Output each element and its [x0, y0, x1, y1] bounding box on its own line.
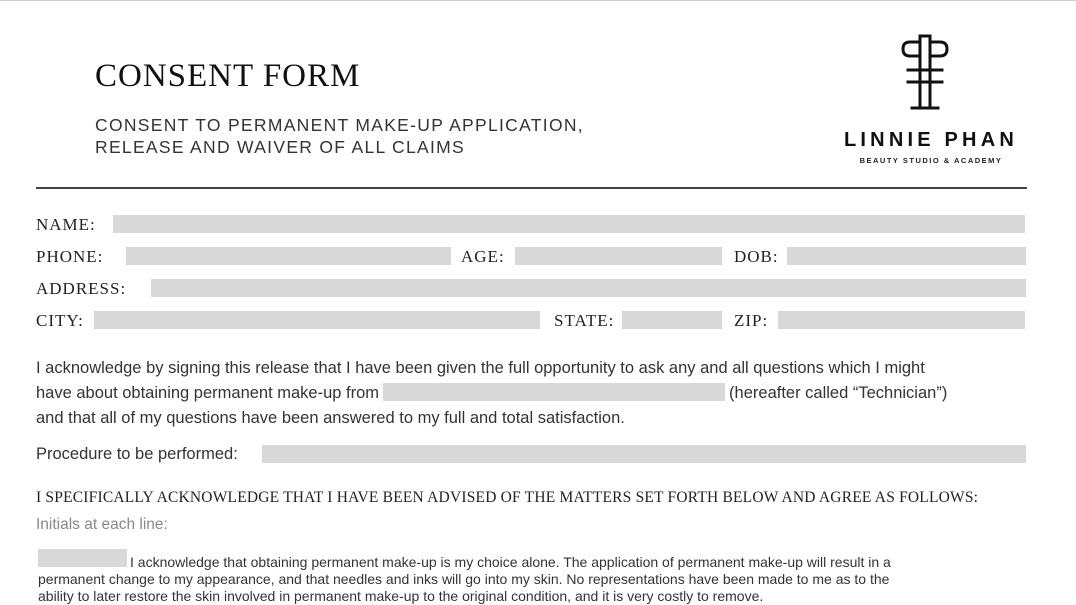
- name-label: NAME:: [36, 215, 96, 234]
- clause-1-line-2: permanent change to my appearance, and that needles and inks will go into my skin. No representations have been made to me as to the: [38, 571, 890, 587]
- subtitle-line-2: RELEASE AND WAIVER OF ALL CLAIMS: [95, 137, 465, 157]
- name-field[interactable]: [113, 215, 1025, 233]
- age-field[interactable]: [515, 247, 722, 265]
- subtitle-line-1: CONSENT TO PERMANENT MAKE-UP APPLICATION,: [95, 115, 584, 135]
- top-border: [0, 0, 1076, 1]
- clause-1-line-1: I acknowledge that obtaining permanent make-up is my choice alone. The application of permanent make-up will result in a: [130, 554, 891, 570]
- release-line-3: and that all of my questions have been answered to my full and total satisfaction.: [36, 409, 625, 427]
- procedure-label: Procedure to be performed:: [36, 445, 238, 463]
- address-label: ADDRESS:: [36, 279, 127, 298]
- address-field[interactable]: [151, 279, 1026, 297]
- brand-tagline: BEAUTY STUDIO & ACADEMY: [859, 156, 1003, 165]
- release-line-2: [36, 381, 947, 406]
- city-label: CITY:: [36, 311, 84, 330]
- dob-label: DOB:: [734, 247, 779, 266]
- release-paragraph: [36, 356, 947, 431]
- initials-note: Initials at each line:: [36, 516, 168, 533]
- zip-field[interactable]: [778, 311, 1025, 329]
- page-title: CONSENT FORM: [95, 58, 361, 94]
- release-line-2-start: have about obtaining permanent make-up from: [36, 384, 380, 402]
- state-label: STATE:: [554, 311, 615, 330]
- brand-name: LINNIE PHAN: [844, 129, 1018, 151]
- release-line-2-end: (hereafter called “Technician”): [729, 384, 948, 402]
- acknowledgement-heading: I SPECIFICALLY ACKNOWLEDGE THAT I HAVE BEEN ADVISED OF THE MATTERS SET FORTH BELOW AND AGREE AS FOLLOWS:: [36, 489, 979, 506]
- phone-field[interactable]: [126, 247, 451, 265]
- age-label: AGE:: [461, 247, 505, 266]
- phone-label: PHONE:: [36, 247, 104, 266]
- dob-field[interactable]: [787, 247, 1026, 265]
- procedure-field[interactable]: [262, 445, 1026, 463]
- header-divider: [36, 187, 1027, 189]
- clause-1: [38, 554, 891, 605]
- technician-name-field[interactable]: [383, 383, 725, 401]
- page-subtitle: [95, 114, 584, 158]
- city-field[interactable]: [94, 311, 540, 329]
- monogram-logo-icon: [898, 34, 952, 112]
- state-field[interactable]: [622, 311, 722, 329]
- clause-1-line-3: ability to later restore the skin involved in permanent make-up to the original condition, and it is very costly to remove.: [38, 588, 764, 604]
- zip-label: ZIP:: [734, 311, 769, 330]
- release-line-1: I acknowledge by signing this release that I have been given the full opportunity to ask any and all questions which I might: [36, 359, 925, 377]
